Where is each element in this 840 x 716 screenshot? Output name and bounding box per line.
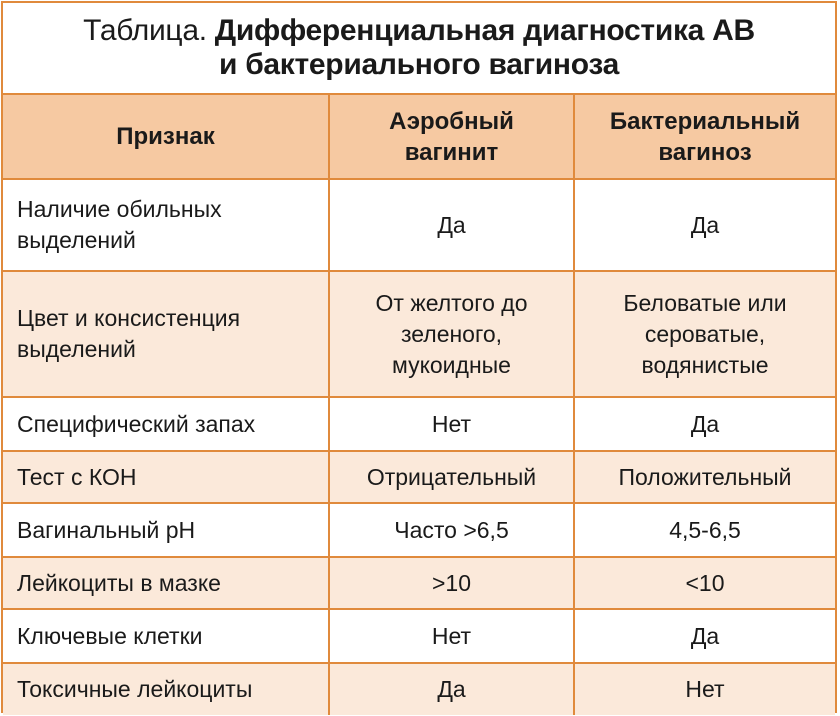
table-frame — [1, 1, 837, 713]
row-bv: <10 — [574, 557, 835, 609]
row-av: Отрицательный — [329, 451, 574, 503]
header-sign: Признак — [3, 95, 329, 179]
row-av: Да — [329, 179, 574, 271]
table-row — [3, 271, 835, 397]
row-av: От желтого до зеленого, мукоидные — [329, 271, 574, 397]
title-bold-1: Дифференциальная диагностика АВ — [214, 14, 755, 47]
table-row — [3, 451, 835, 503]
row-bv: Да — [574, 179, 835, 271]
table-row — [3, 557, 835, 609]
row-bv: Положительный — [574, 451, 835, 503]
row-av: Нет — [329, 609, 574, 663]
header-row — [3, 95, 835, 179]
table-row — [3, 503, 835, 557]
table-row — [3, 179, 835, 271]
row-sign: Токсичные лейкоциты — [3, 663, 329, 715]
row-bv: 4,5-6,5 — [574, 503, 835, 557]
row-bv: Нет — [574, 663, 835, 715]
header-aerobic-vaginitis: Аэробный вагинит — [329, 95, 574, 179]
diagnosis-table — [3, 95, 835, 715]
table-row — [3, 609, 835, 663]
row-sign: Вагинальный рН — [3, 503, 329, 557]
row-sign: Тест с КОН — [3, 451, 329, 503]
row-bv: Беловатые или сероватые, водянистые — [574, 271, 835, 397]
row-av: Часто >6,5 — [329, 503, 574, 557]
row-sign: Лейкоциты в мазке — [3, 557, 329, 609]
row-bv: Да — [574, 609, 835, 663]
table-row — [3, 397, 835, 451]
row-av: Нет — [329, 397, 574, 451]
row-bv: Да — [574, 397, 835, 451]
title-prefix: Таблица. — [83, 14, 207, 47]
title-line-1 — [83, 14, 755, 48]
table-title — [3, 3, 835, 95]
row-sign: Цвет и консистенция выделений — [3, 271, 329, 397]
row-sign: Специфический запах — [3, 397, 329, 451]
row-sign: Ключевые клетки — [3, 609, 329, 663]
row-av: >10 — [329, 557, 574, 609]
header-bacterial-vaginosis: Бактериальный вагиноз — [574, 95, 835, 179]
title-line-2: и бактериального вагиноза — [219, 48, 619, 81]
table-row — [3, 663, 835, 715]
row-sign: Наличие обильных выделений — [3, 179, 329, 271]
row-av: Да — [329, 663, 574, 715]
